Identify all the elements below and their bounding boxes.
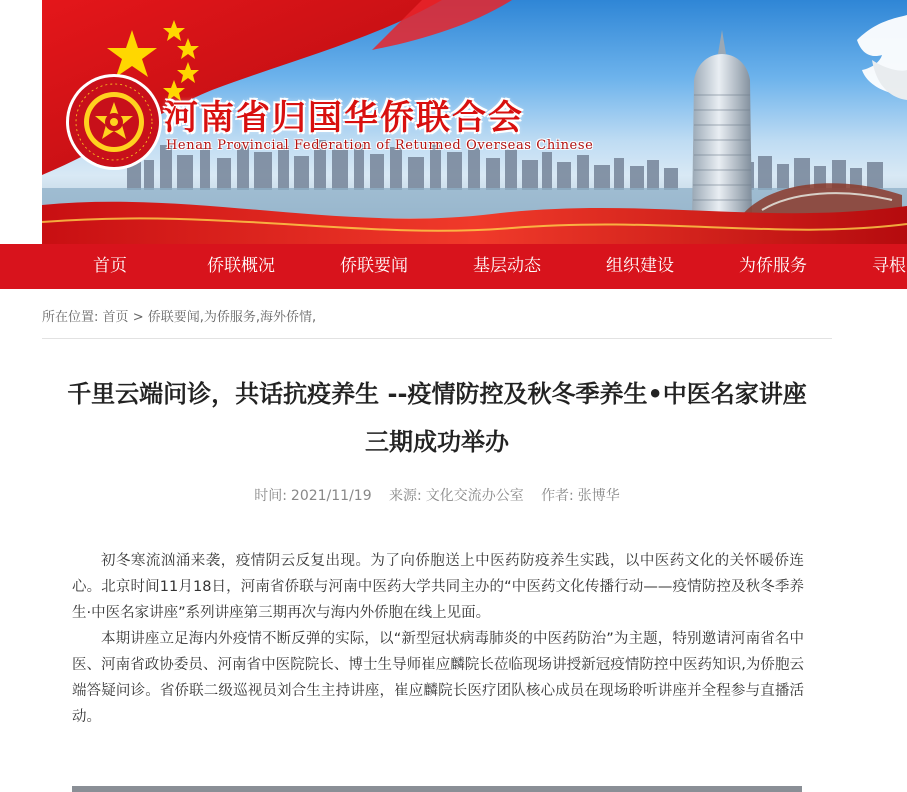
nav-item-home[interactable]: 首页	[93, 256, 127, 276]
breadcrumb	[42, 306, 316, 325]
article-source: 文化交流办公室	[425, 488, 524, 504]
site-title: 河南省归国华侨联合会	[164, 98, 524, 138]
publish-time: 2021/11/19	[290, 488, 372, 504]
article-author: 张博华	[577, 488, 620, 504]
nav-item-grassroots[interactable]: 基层动态	[473, 256, 541, 276]
article-paragraph: 初冬寒流汹涌来袭，疫情阴云反复出现。为了向侨胞送上中医药防疫养生实践，以中医药文化的关怀暖侨连心。北京时间11月18日，河南省侨联与河南中医药大学共同主办的“中医药文化传播行动——疫情防控及秋冬季养生·中医名家讲座”系列讲座第三期再次与海内外侨胞在线上见面。	[72, 553, 804, 621]
article-title: 千里云端问诊，共话抗疫养生 --疫情防控及秋冬季养生•中医名家讲座三期成功举办	[67, 380, 807, 456]
tower-illustration	[692, 30, 752, 220]
dove-icon	[857, 15, 907, 100]
article-image	[72, 786, 802, 792]
nav-item-roots[interactable]: 寻根	[872, 256, 906, 276]
nav-item-about[interactable]: 侨联概况	[207, 256, 275, 276]
divider	[42, 338, 832, 339]
author-label: 作者:	[541, 488, 574, 504]
nav-item-services[interactable]: 为侨服务	[739, 256, 807, 276]
article-body	[72, 548, 804, 730]
article-paragraph: 本期讲座立足海内外疫情不断反弹的实际，以“新型冠状病毒肺炎的中医药防治”为主题，特别邀请河南省名中医、河南省政协委员、河南省中医院院长、博士生导师崔应麟院长莅临现场讲授新冠疫情防控中医药知识,为侨胞云端答疑问诊。省侨联二级巡视员刘合生主持讲座，崔应麟院长医疗团队核心成员在现场聆听讲座并全程参与直播活动。	[72, 631, 804, 725]
header-banner	[42, 0, 907, 244]
time-label: 时间:	[254, 488, 287, 504]
breadcrumb-separator: >	[132, 310, 144, 325]
article-meta	[62, 485, 812, 505]
source-label: 来源:	[388, 488, 422, 504]
site-title-english: Henan Provincial Federation of Returned Overseas Chinese	[166, 138, 594, 153]
breadcrumb-path-link[interactable]: 侨联要闻,为侨服务,海外侨情,	[147, 310, 317, 325]
breadcrumb-prefix: 所在位置:	[42, 310, 99, 325]
federation-emblem	[66, 74, 162, 170]
nav-item-news[interactable]: 侨联要闻	[340, 256, 408, 276]
main-nav	[0, 244, 907, 289]
breadcrumb-home-link[interactable]: 首页	[102, 310, 129, 325]
nav-item-organization[interactable]: 组织建设	[606, 256, 674, 276]
